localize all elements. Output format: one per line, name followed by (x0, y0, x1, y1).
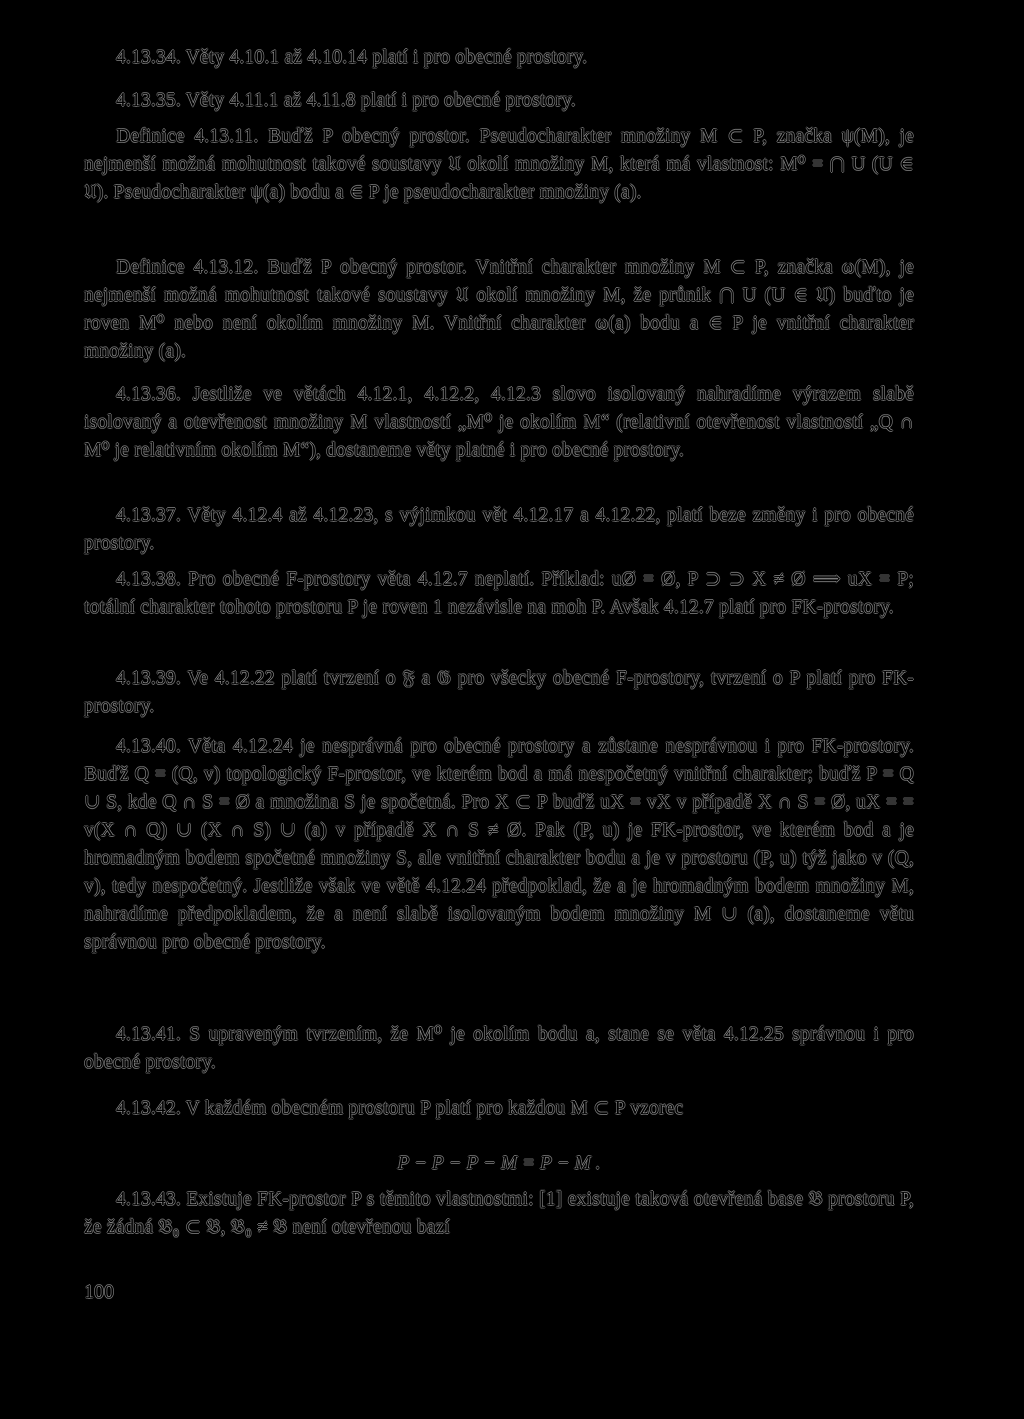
paragraph-4-13-38: 4.13.38. Pro obecné F-prostory věta 4.12.7 neplatí. Příklad: uØ = Ø, P ⊃ ⊃ X ≠ Ø ⟹ uX = P; totální charakter tohoto prostoru P je roven 1 nezávisle na moh P. Avšak 4.12.7 platí pro FK-prostory. (84, 569, 914, 618)
paragraph-4-13-36: 4.13.36. Jestliže ve větách 4.12.1, 4.12.2, 4.12.3 slovo isolovaný nahradíme výrazem slabě isolovaný a otevřenost množiny M vlastností „M⁰ je okolím M“ (relativní otevřenost vlastností „Q ∩ M⁰ je relativním okolím M“), dostaneme věty platné i pro obecné prostory. (84, 384, 914, 461)
paragraph-4-13-42: 4.13.42. V každém obecném prostoru P platí pro každou M ⊂ P vzorec (116, 1098, 684, 1119)
paragraph-4-13-40: 4.13.40. Věta 4.12.24 je nesprávná pro obecné prostory a zůstane nesprávnou i pro FK-prostory. Buďž Q = (Q, v) topologický F-prostor, ve kterém bod a má nespočetný vnitřní charakter; buďž P = Q ∪ S, kde Q ∩ S = Ø a množina S je spočetná. Pro X ⊂ P buďž uX = vX v případě X ∩ S = Ø, uX = = v(X ∩ Q) ∪ (X ∩ S) ∪ (a) v případě X ∩ S ≠ Ø. Pak (P, u) je FK-prostor, ve kterém bod a je hromadným bodem spočetné množiny S, ale vnitřní charakter bodu a je v prostoru (P, u) týž jako v (Q, v), tedy nespočetný. Jestliže však ve větě 4.12.24 předpoklad, že a je hromadným bodem množiny M, nahradíme předpokladem, že a není slabě isolovaným bodem množiny M ∪ (a), dostaneme větu správnou pro obecné prostory. (84, 736, 914, 953)
paragraph-4-13-43: 4.13.43. Existuje FK-prostor P s těmito vlastnostmi: [1] existuje taková otevřená base 𝔅 prostoru P, že žádná 𝔅₀ ⊂ 𝔅, 𝔅₀ ≠ 𝔅 není otevřenou bazí (84, 1189, 914, 1238)
closure-formula: P − P − P − M = P − M . (397, 1153, 601, 1174)
paragraph-4-13-41: 4.13.41. S upraveným tvrzením, že M⁰ je okolím bodu a, stane se věta 4.12.25 správnou i pro obecné prostory. (84, 1024, 914, 1073)
paragraph-4-13-34: 4.13.34. Věty 4.10.1 až 4.10.14 platí i pro obecné prostory. (116, 47, 588, 68)
paragraph-4-13-37: 4.13.37. Věty 4.12.4 až 4.12.23, s výjimkou vět 4.12.17 a 4.12.22, platí beze změny i pro obecné prostory. (84, 505, 914, 554)
definition-4-13-12: Definice 4.13.12. Buďž P obecný prostor. Vnitřní charakter množiny M ⊂ P, značka ω(M), je nejmenší možná mohutnost takové soustavy 𝔘 okolí množiny M, že průnik ⋂ U (U ∈ 𝔘) buďto je roven M⁰ nebo není okolím množiny M. Vnitřní charakter ω(a) bodu a ∈ P je vnitřní charakter množiny (a). (84, 257, 914, 362)
paragraph-4-13-39: 4.13.39. Ve 4.12.22 platí tvrzení o 𝔉 a 𝔊 pro všecky obecné F-prostory, tvrzení o P platí pro FK-prostory. (84, 668, 914, 717)
page-number: 100 (84, 1281, 114, 1303)
paragraph-4-13-35: 4.13.35. Věty 4.11.1 až 4.11.8 platí i pro obecné prostory. (116, 90, 576, 111)
definition-4-13-11: Definice 4.13.11. Buďž P obecný prostor. Pseudocharakter množiny M ⊂ P, značka ψ(M), je nejmenší možná mohutnost takové soustavy 𝔘 okolí množiny M, která má vlastnost: M⁰ = ⋂ U (U ∈ 𝔘). Pseudocharakter ψ(a) bodu a ∈ P je pseudocharakter množiny (a). (84, 126, 914, 203)
